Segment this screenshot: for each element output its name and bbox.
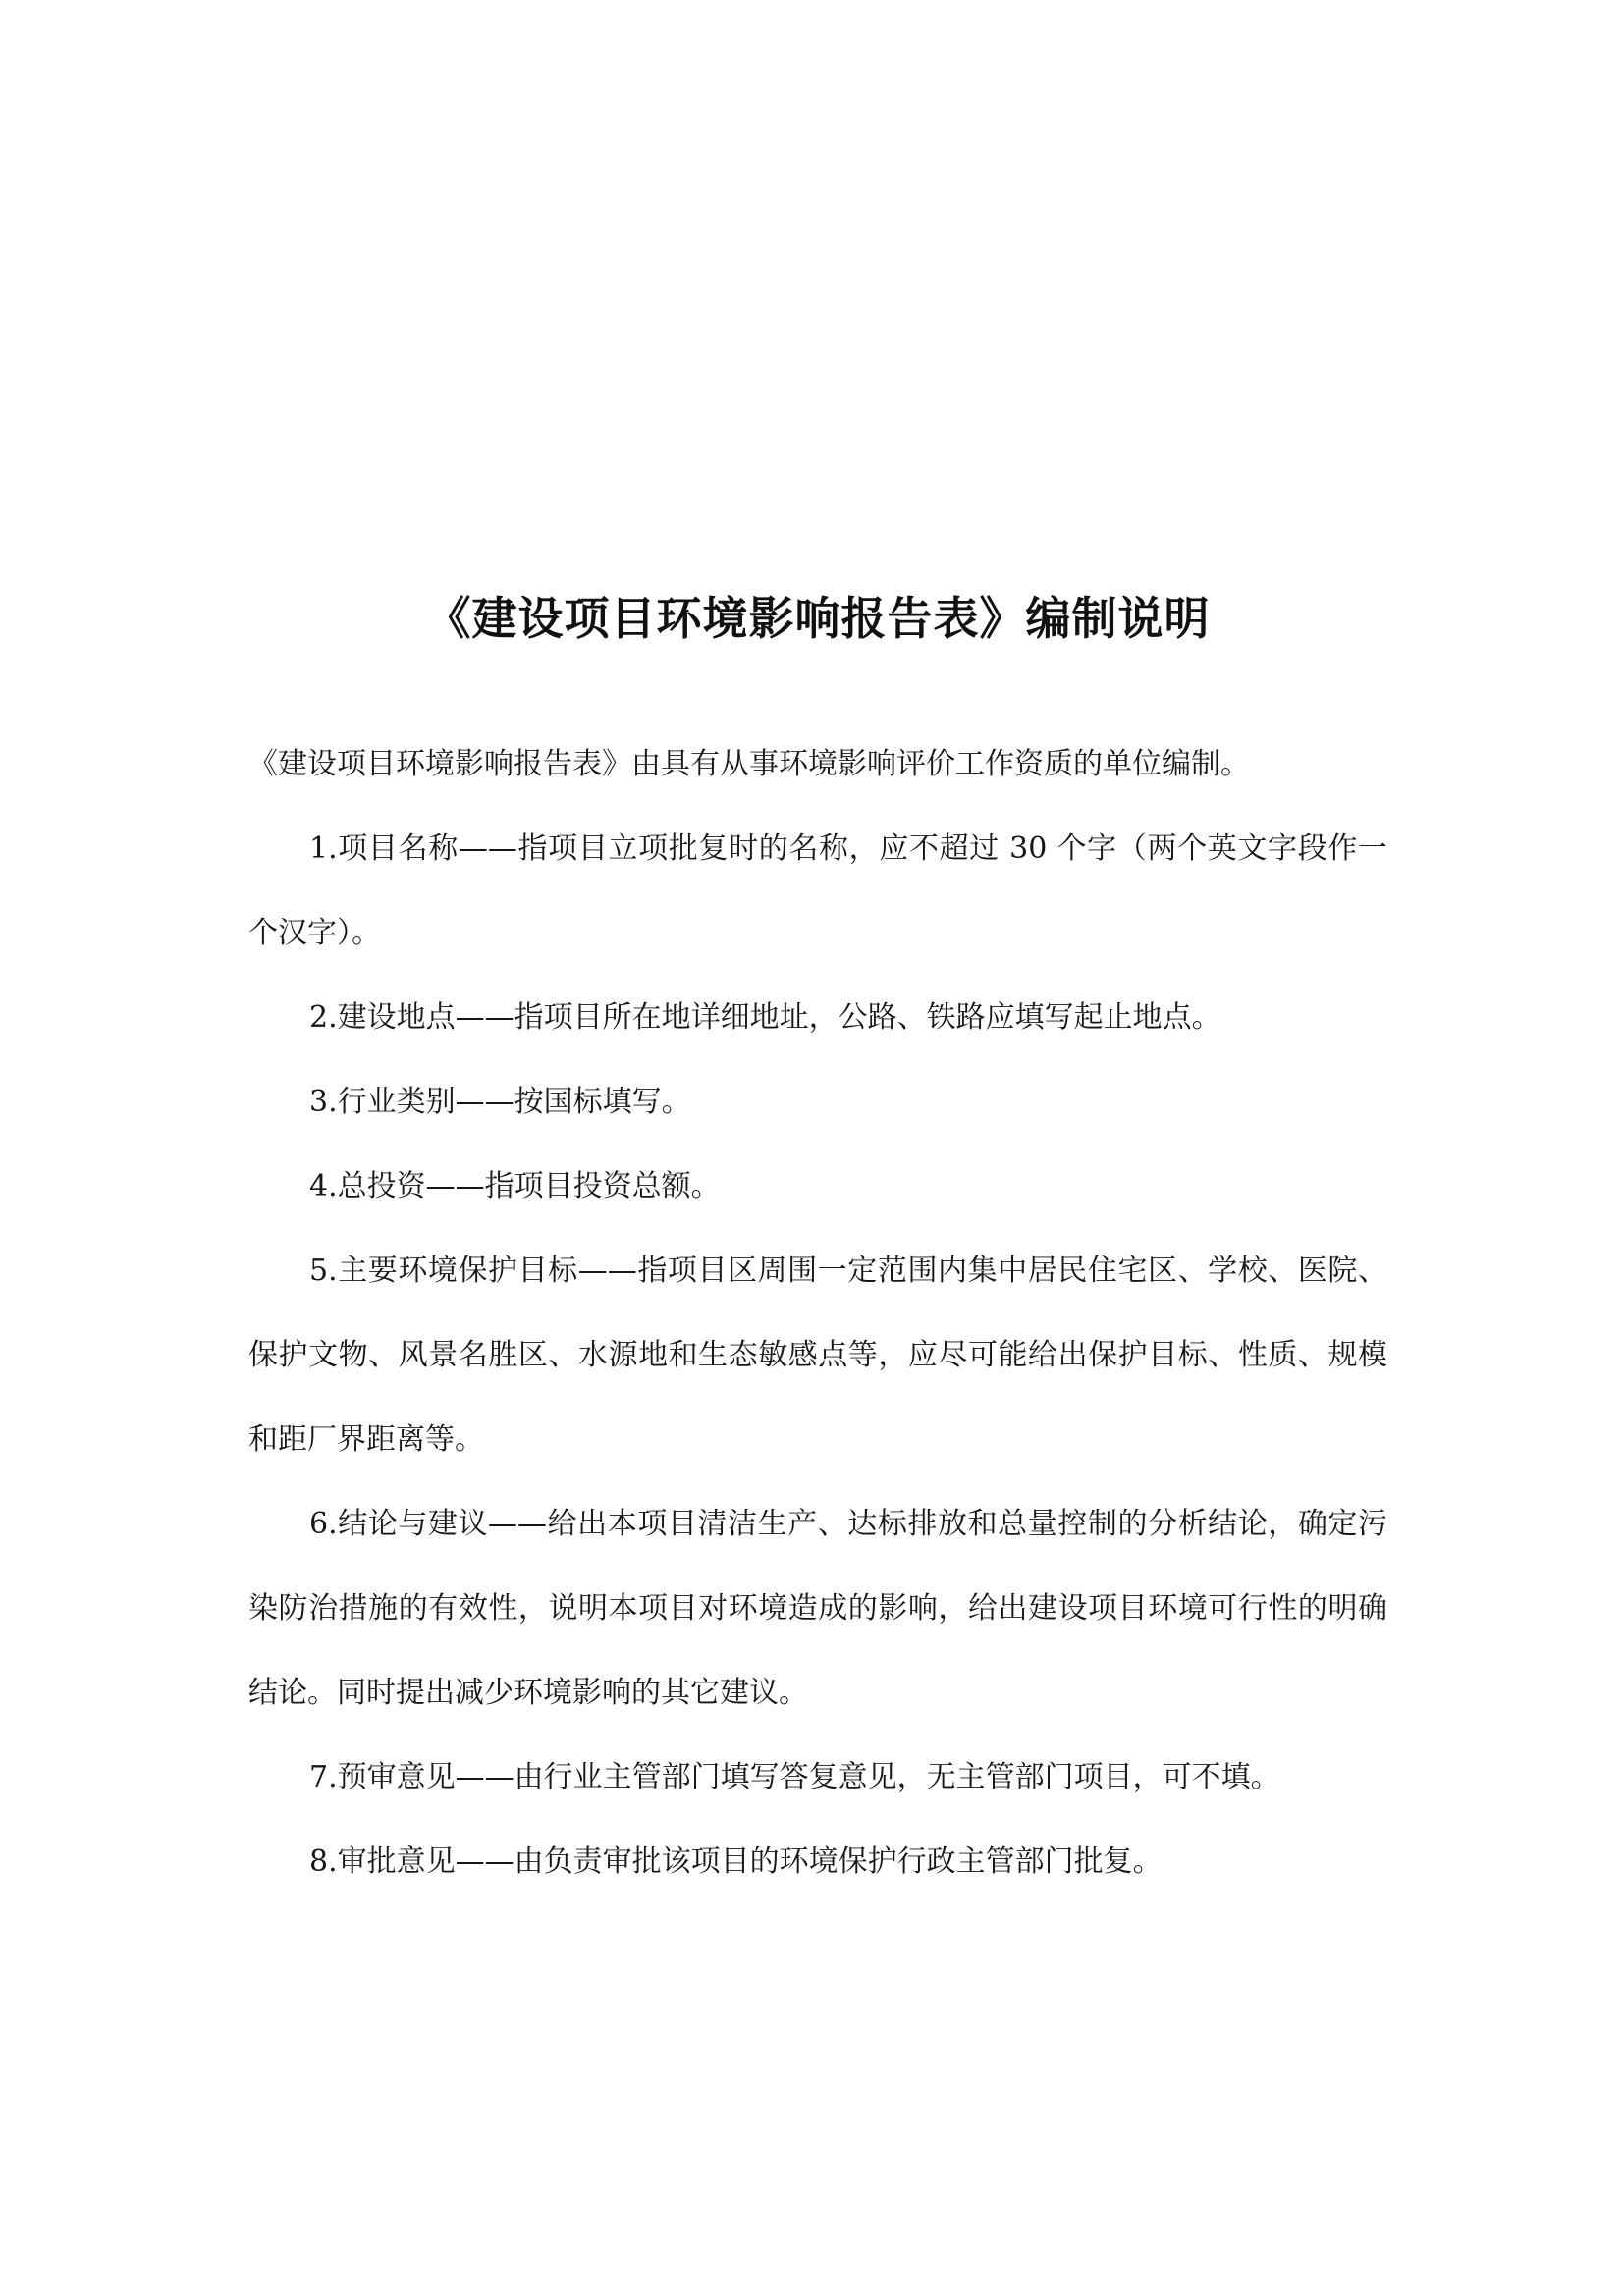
document-title: 《建设项目环境影响报告表》编制说明 (425, 592, 1211, 645)
item-2-paragraph: 2.建设地点——指项目所在地详细地址，公路、铁路应填写起止地点。 (309, 1000, 1221, 1035)
item-1-paragraph: 1.项目名称——指项目立项批复时的名称，应不超过 30 个字（两个英文字段作一个汉字）。 (248, 831, 1387, 950)
item-5-paragraph: 5.主要环境保护目标——指项目区周围一定范围内集中居民住宅区、学校、医院、保护文物、风景名胜区、水源地和生态敏感点等，应尽可能给出保护目标、性质、规模和距厂界距离等。 (248, 1254, 1387, 1457)
intro-paragraph: 《建设项目环境影响报告表》由具有从事环境影响评价工作资质的单位编制。 (248, 747, 1250, 781)
item-4-paragraph: 4.总投资——指项目投资总额。 (309, 1169, 721, 1203)
item-7-paragraph: 7.预审意见——由行业主管部门填写答复意见，无主管部门项目，可不填。 (309, 1760, 1280, 1794)
item-3-paragraph: 3.行业类别——按国标填写。 (309, 1085, 691, 1119)
item-8-paragraph: 8.审批意见——由负责审批该项目的环境保护行政主管部门批复。 (309, 1844, 1163, 1879)
item-6-paragraph: 6.结论与建议——给出本项目清洁生产、达标排放和总量控制的分析结论，确定污染防治措施的有效性，说明本项目对环境造成的影响，给出建设项目环境可行性的明确结论。同时提出减少环境影响的其它建议。 (248, 1507, 1387, 1710)
